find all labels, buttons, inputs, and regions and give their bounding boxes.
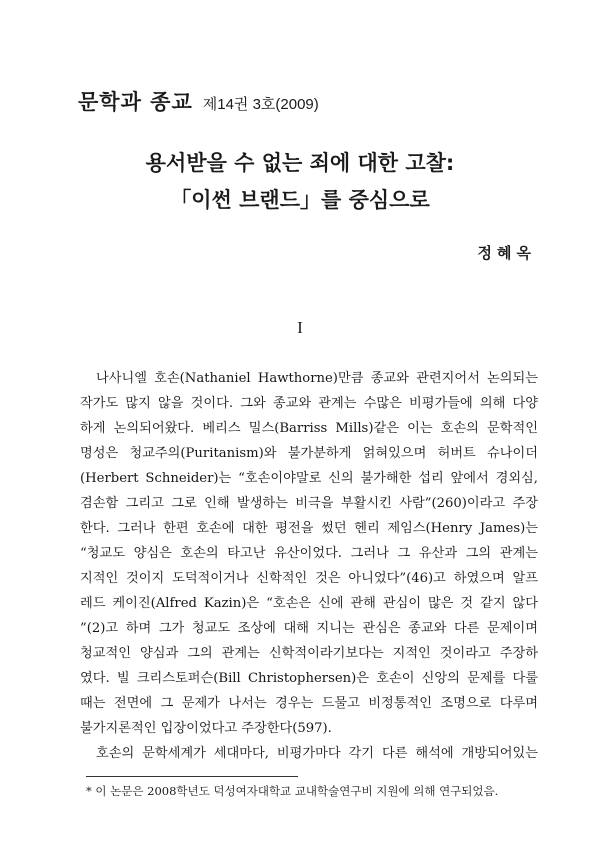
- section-number: I: [297, 318, 303, 337]
- body-line: 였다. 빌 크리스토퍼슨(Bill Christophersen)은 호손이 신앙의 문제를 다룰: [80, 671, 538, 686]
- body-line: 지적인 것이지 도덕적이거나 신학적인 것은 아니었다”(46)고 하였으며 알프: [80, 571, 538, 586]
- article-title-line-1: 용서받을 수 없는 죄에 대한 고찰:: [145, 151, 455, 175]
- journal-issue: 제14권 3호(2009): [202, 96, 319, 113]
- body-line: 호손의 문학세계가 세대마다, 비평가마다 각기 다른 해석에 개방되어있는: [96, 746, 538, 761]
- body-line: ”(2)고 하며 그가 청교도 조상에 대해 지니는 관심은 종교와 다른 문제이며: [80, 621, 538, 636]
- body-line: 하게 논의되어왔다. 베리스 밀스(Barriss Mills)같은 이는 호손의 문학적인: [80, 421, 538, 436]
- body-line: 청교적인 양심과 그의 관계는 신학적이라기보다는 지적인 것이라고 주장하: [80, 646, 538, 661]
- footnote-divider: [86, 776, 298, 777]
- article-title-line-2: 「이썬 브랜드」를 중심으로: [170, 188, 430, 212]
- body-line: 불가지론적인 입장이었다고 주장한다(597).: [80, 721, 332, 736]
- journal-header: [78, 86, 319, 116]
- journal-name: 문학과 종교: [78, 90, 193, 114]
- footnote: * 이 논문은 2008학년도 덕성여자대학교 교내학술연구비 지원에 의해 연구되었음.: [86, 784, 499, 798]
- body-line: 나사니엘 호손(Nathaniel Hawthorne)만큼 종교와 관련지어서 논의되는: [96, 371, 538, 386]
- body-line: 겸손함 그리고 그로 인해 발생하는 비극을 부활시킨 사람”(260)이라고 주장: [80, 496, 538, 511]
- body-line: 레드 케이진(Alfred Kazin)은 “호손은 신에 관해 관심이 많은 것 같지 않다: [80, 596, 538, 611]
- body-line: “청교도 양심은 호손의 타고난 유산이었다. 그러나 그 유산과 그의 관계는: [80, 546, 538, 561]
- body-line: 명성은 청교주의(Puritanism)와 불가분하게 얽혀있으며 허버트 슈나이더: [80, 446, 538, 461]
- body-line: (Herbert Schneider)는 “호손이야말로 신의 불가해한 섭리 앞에서 경외심,: [80, 471, 538, 486]
- body-line: 한다. 그러나 한편 호손에 대한 평전을 썼던 헨리 제임스(Henry James)는: [80, 521, 538, 536]
- body-line: 작가도 많지 않을 것이다. 그와 종교와 관계는 수많은 비평가들에 의해 다양: [80, 396, 538, 411]
- body-line: 때는 전면에 그 문제가 나서는 경우는 드물고 비정통적인 조명으로 다루며: [80, 696, 538, 711]
- author-name: 정혜옥: [477, 244, 536, 262]
